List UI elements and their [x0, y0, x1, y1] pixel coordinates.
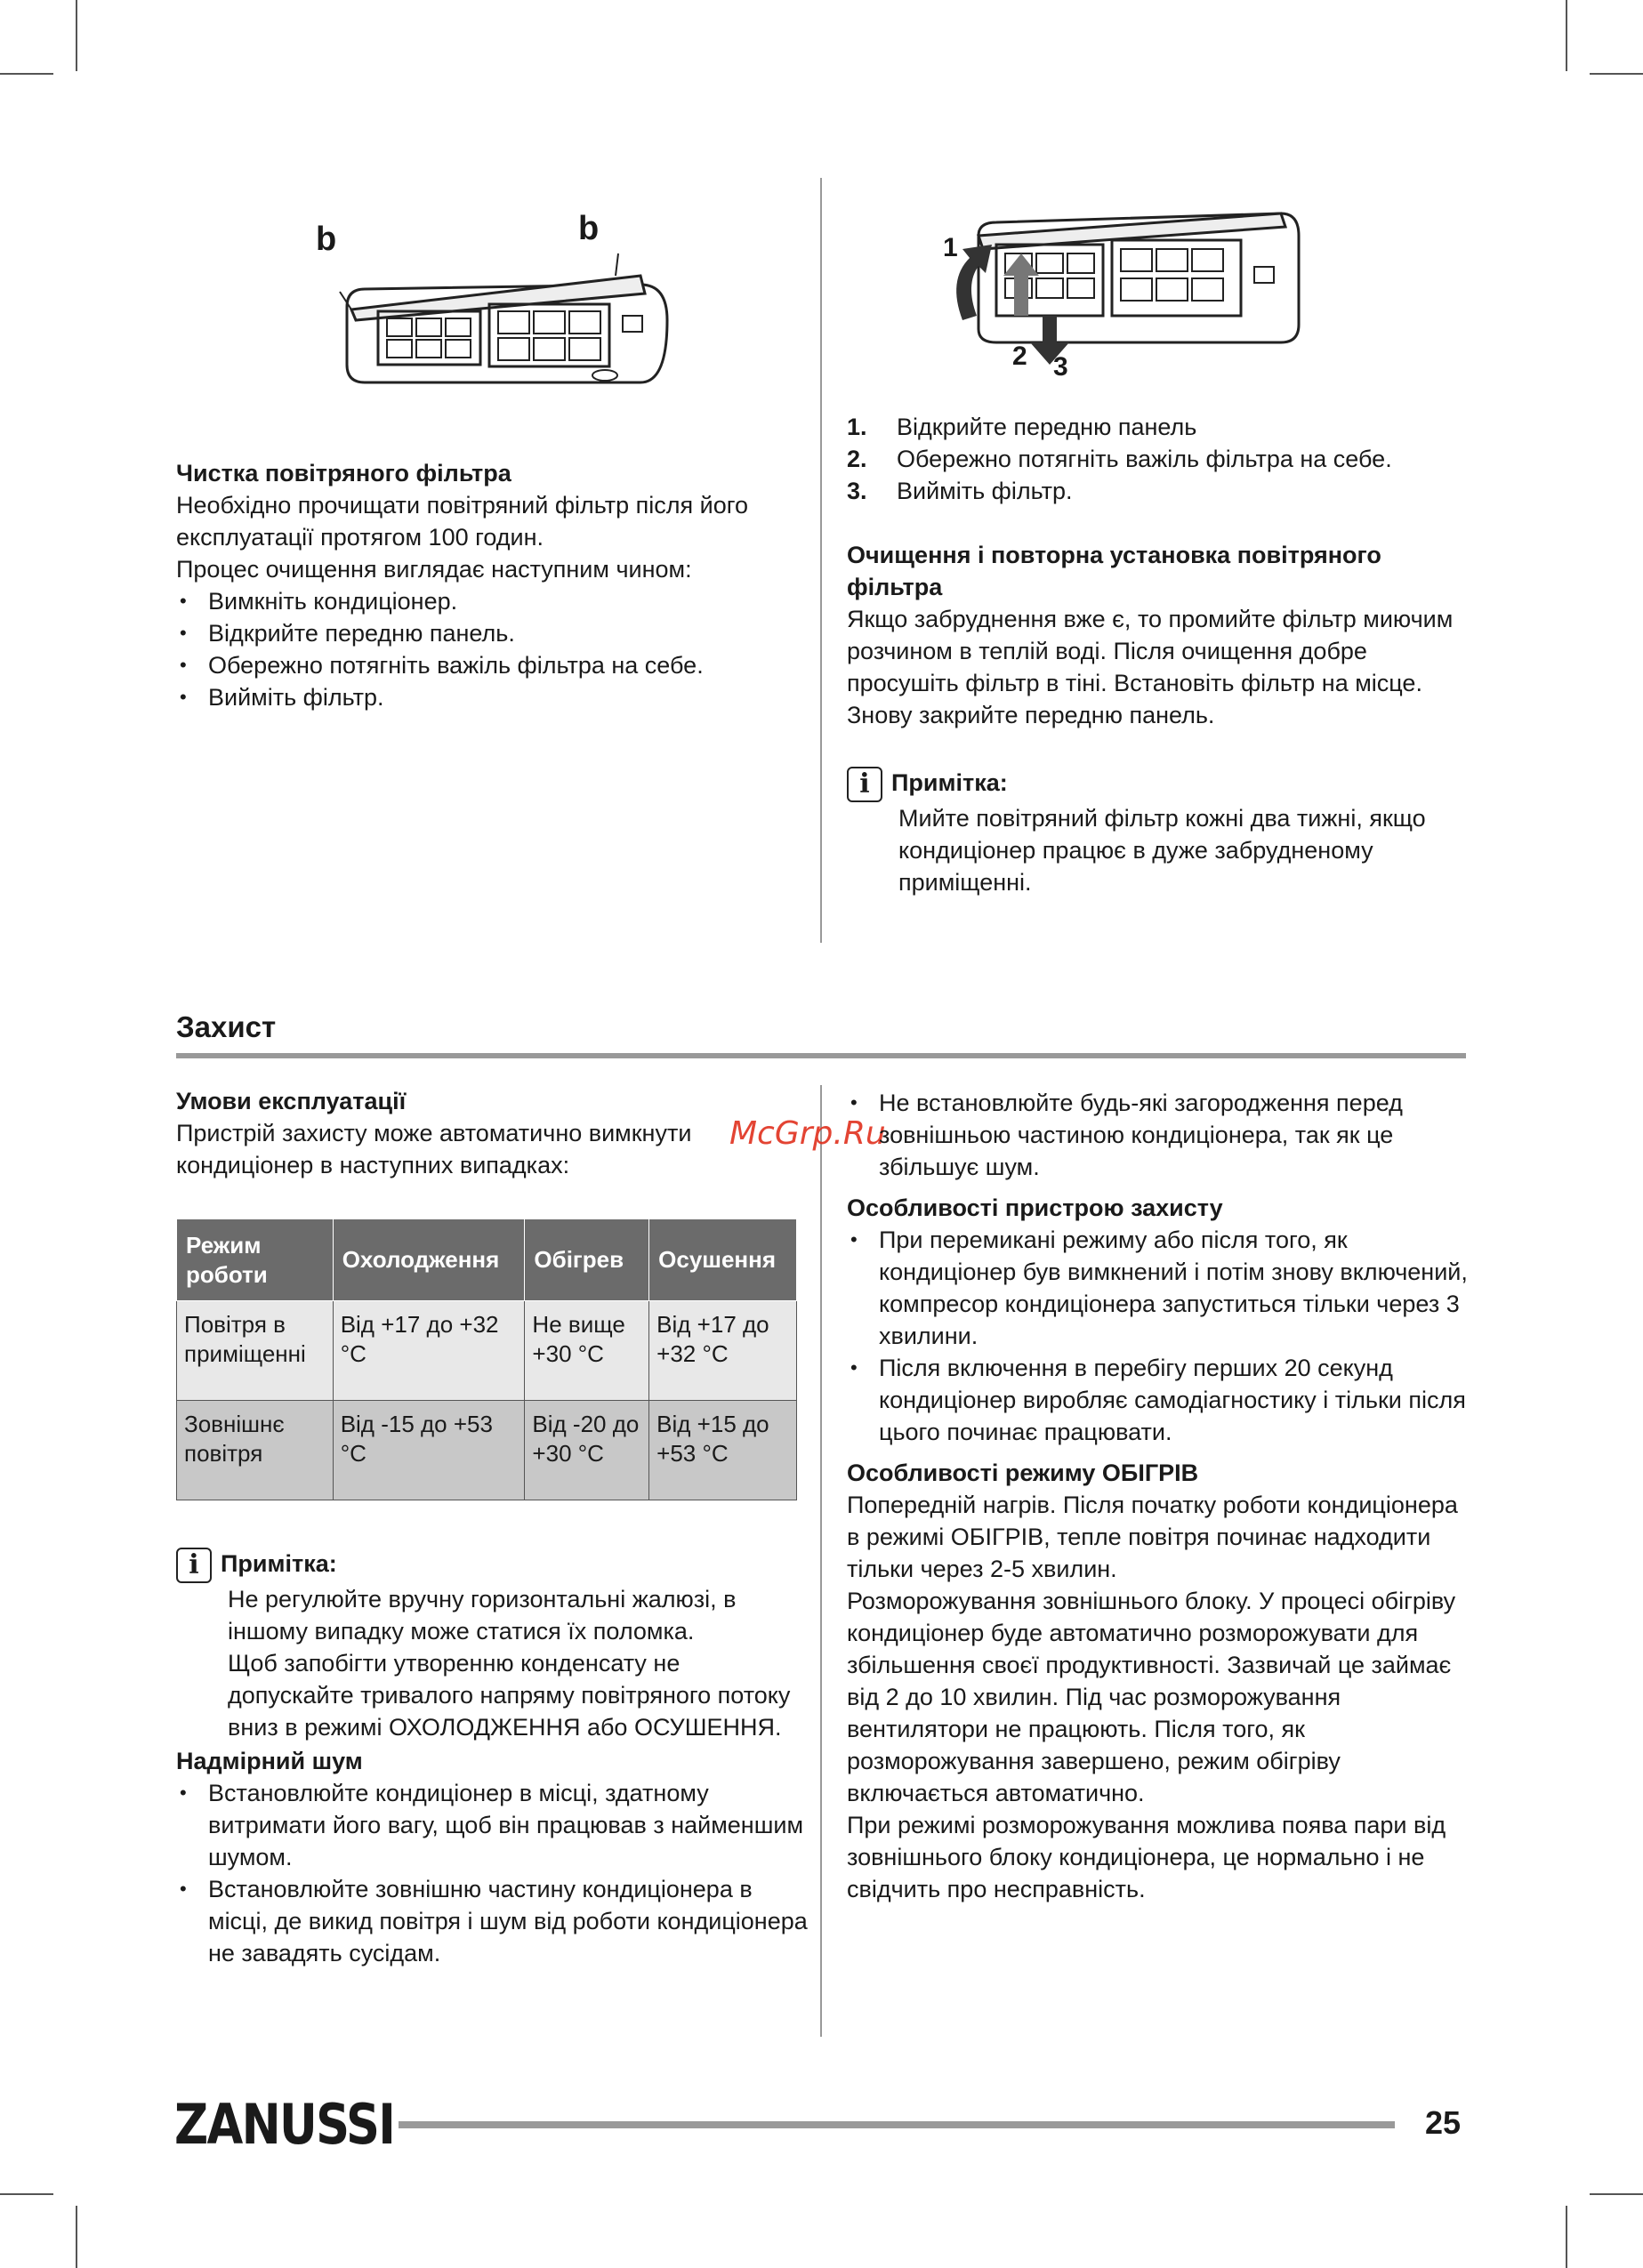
- note-and-noise-section: [176, 1548, 808, 1969]
- list-item: [847, 411, 1478, 443]
- operating-para: Пристрій захисту може автоматично вимкнути кондиціонер в наступних випадках:: [176, 1120, 692, 1178]
- list-item: • Вийміть фільтр.: [176, 681, 808, 713]
- heating-para: Розморожування зовнішнього блоку. У процесі обігріву кондиціонер буде автоматично розморожувати для збільшення своєї продуктивності. Зазвичай це займає від 2 до 10 хвилин. Під час розморожування вентилятори не працюють. Після того, як розморожування завершено, режим обігріву включається автоматично.: [847, 1588, 1456, 1806]
- table-header: Осушення: [649, 1219, 797, 1301]
- section-rule: [176, 1053, 1466, 1058]
- reinstall-para: Якщо забруднення вже є, то промийте фільтр миючим розчином в теплій воді. Після очищення добре просушіть фільтр в тіні. Встановіть фільтр на місце. Знову закрийте передню панель.: [847, 606, 1454, 728]
- figure-ac-unit-right: [943, 200, 1317, 387]
- step-text: Відкрийте передню панель: [897, 414, 1197, 440]
- list-item: • При перемикані режиму або після того, як кондиціонер був вимкнений і потім знову включений, компресор кондиціонера запуститься тільки через 3 хвилини.: [847, 1224, 1474, 1352]
- crop-mark: [76, 0, 77, 71]
- table-row: [177, 1301, 797, 1401]
- list-item: • Встановлюйте кондиціонер в місці, здатному витримати його вагу, щоб він працював з найменшим шумом.: [176, 1777, 808, 1873]
- figure-label-b: b: [578, 210, 600, 247]
- list-item: [847, 443, 1478, 475]
- figure-label-3: 3: [1053, 352, 1068, 382]
- crop-mark: [1590, 2193, 1643, 2195]
- info-icon: i: [176, 1548, 212, 1583]
- table-row: [177, 1401, 797, 1500]
- heating-title: Особливості режиму ОБІГРІВ: [847, 1460, 1199, 1486]
- table-header: Режим роботи: [177, 1219, 334, 1301]
- list-item: • Не встановлюйте будь-які загородження перед зовнішньою частиною кондиціонера, так як це збільшує шум.: [847, 1087, 1474, 1183]
- table-header-row: [177, 1219, 797, 1301]
- table-cell: Від -20 до +30 °C: [525, 1401, 649, 1500]
- table-cell: Від +17 до +32 °C: [333, 1301, 525, 1401]
- table-header: Охолодження: [333, 1219, 525, 1301]
- crop-mark: [1566, 0, 1567, 71]
- steps-list: [847, 411, 1478, 507]
- note-title: Примітка:: [891, 769, 1008, 797]
- crop-mark: [76, 2206, 77, 2268]
- brand-logo: ZANUSSI: [174, 2092, 395, 2157]
- step-text: Вийміть фільтр.: [897, 478, 1073, 504]
- protection-table: [176, 1218, 797, 1500]
- step-number: 1.: [847, 414, 867, 440]
- noise-title: Надмірний шум: [176, 1748, 363, 1774]
- list-item: [847, 475, 1478, 507]
- crop-mark: [0, 2193, 53, 2195]
- column-divider: [820, 178, 822, 943]
- footer-rule: [399, 2121, 1395, 2128]
- clean-filter-para: Процес очищення виглядає наступним чином:: [176, 556, 692, 583]
- operating-title: Умови експлуатації: [176, 1088, 407, 1114]
- clean-filter-section: [176, 457, 808, 713]
- table-cell: Від -15 до +53 °C: [333, 1401, 525, 1500]
- list-item: • Відкрийте передню панель.: [176, 617, 808, 649]
- protection-features-title: Особливості пристрою захисту: [847, 1194, 1223, 1221]
- bullet-list: [847, 1087, 1474, 1183]
- info-icon: i: [847, 767, 882, 802]
- heating-para: Попередній нагрів. Після початку роботи кондиціонера в режимі ОБІГРІВ, тепле повітря починає надходити тільки через 2-5 хвилин.: [847, 1492, 1458, 1582]
- note-box: [176, 1548, 808, 1743]
- figure-label-b: b: [316, 221, 337, 258]
- section-title: Захист: [176, 1010, 277, 1043]
- list-item: • Вимкніть кондиціонер.: [176, 585, 808, 617]
- table-header: Обігрев: [525, 1219, 649, 1301]
- note-text: Щоб запобігти утворенню конденсату не допускайте тривалого напряму повітряного потоку вниз в режимі ОХОЛОДЖЕННЯ або ОСУШЕННЯ.: [228, 1650, 791, 1741]
- column-divider: [820, 1085, 822, 2037]
- noise-list: [176, 1777, 808, 1969]
- protection-features-section: [847, 1087, 1474, 1905]
- crop-mark: [1590, 73, 1643, 75]
- step-number: 2.: [847, 446, 867, 472]
- note-title: Примітка:: [221, 1550, 337, 1578]
- steps-section: [847, 411, 1478, 898]
- clean-filter-para: Необхідно прочищати повітряний фільтр після його експлуатації протягом 100 годин.: [176, 492, 749, 551]
- protection-features-list: [847, 1224, 1474, 1448]
- reinstall-title: Очищення і повторна установка повітряного фільтра: [847, 542, 1381, 600]
- step-text: Обережно потягніть важіль фільтра на себе.: [897, 446, 1392, 472]
- list-item: • Після включення в перебігу перших 20 секунд кондиціонер виробляє самодіагностику і тільки після цього починає працювати.: [847, 1352, 1474, 1448]
- clean-filter-title: Чистка повітряного фільтра: [176, 460, 511, 487]
- step-number: 3.: [847, 478, 867, 504]
- table-cell: Від +15 до +53 °C: [649, 1401, 797, 1500]
- note-box: [847, 767, 1478, 898]
- list-item: • Обережно потягніть важіль фільтра на себе.: [176, 649, 808, 681]
- list-item: • Встановлюйте зовнішню частину кондиціонера в місці, де викид повітря і шум від роботи кондиціонера не завадять сусідам.: [176, 1873, 808, 1969]
- page-number: 25: [1425, 2104, 1462, 2141]
- table-cell: Зовнішнє повітря: [177, 1401, 334, 1500]
- figure-label-2: 2: [1012, 342, 1027, 371]
- crop-mark: [0, 73, 53, 75]
- figure-ac-unit-left: [302, 205, 676, 400]
- note-text: Мийте повітряний фільтр кожні два тижні, якщо кондиціонер працює в дуже забрудненому приміщенні.: [898, 805, 1426, 896]
- watermark: McGrp.Ru: [729, 1115, 886, 1152]
- heating-para: При режимі розморожування можлива поява пари від зовнішнього блоку кондиціонера, це нормально і не свідчить про несправність.: [847, 1812, 1446, 1902]
- crop-mark: [1566, 2206, 1567, 2268]
- table-cell: Від +17 до +32 °C: [649, 1301, 797, 1401]
- figure-label-1: 1: [943, 233, 958, 262]
- note-text: Не регулюйте вручну горизонтальні жалюзі, в іншому випадку може статися їх поломка.: [228, 1586, 737, 1645]
- clean-filter-list: [176, 585, 808, 713]
- table-cell: Повітря в приміщенні: [177, 1301, 334, 1401]
- table-cell: Не вище +30 °C: [525, 1301, 649, 1401]
- operating-section: [176, 1085, 808, 1181]
